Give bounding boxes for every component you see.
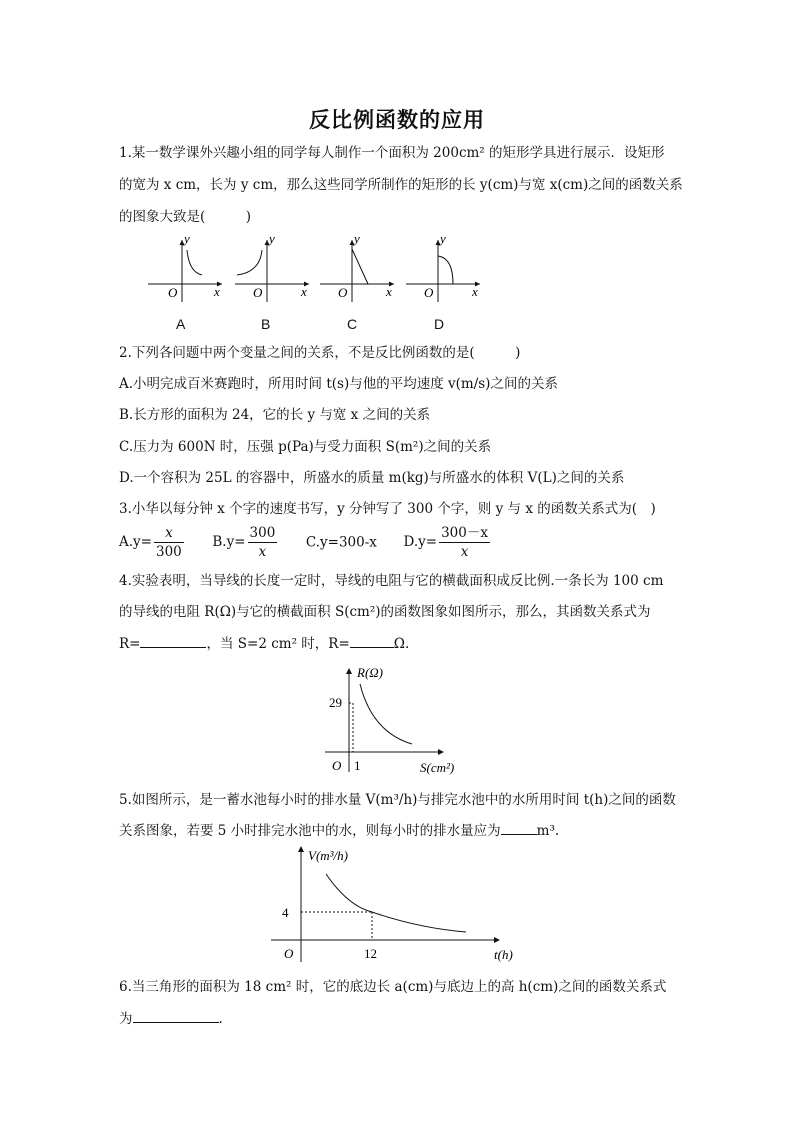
q2-option-b: B.长方形的面积为 24，它的长 y 与宽 x 之间的关系 — [119, 407, 431, 423]
q1-line-3: 的图象大致是( ) — [119, 209, 252, 225]
q4-r-prefix: R= — [119, 636, 141, 652]
q4-line-2: 的导线的电阻 R(Ω)与它的横截面积 S(cm²)的函数图象如图所示，那么，其函数关系式为 — [119, 604, 651, 620]
page-title: 反比例函数的应用 — [309, 107, 485, 132]
q4-curve — [360, 684, 412, 744]
graph-d — [406, 231, 480, 302]
q4-function-blank[interactable] — [140, 633, 206, 648]
q4-y-tick: 29 — [329, 695, 342, 710]
q5-y-axis-label: V(m³/h) — [308, 848, 348, 863]
graph-d-origin: O — [424, 285, 434, 300]
q3-option-c: C.y=300-x — [305, 534, 377, 551]
q6-period: . — [218, 1011, 223, 1027]
graph-b-x-label: x — [301, 284, 307, 299]
q3-option-b-denominator: x — [258, 544, 267, 560]
q5-curve — [326, 874, 466, 932]
q3-option-a-fraction — [154, 524, 184, 561]
graph-label-c: C — [347, 316, 358, 332]
graph-c-y-label: y — [354, 231, 360, 246]
q3-option-d-numerator: 300－x — [441, 525, 488, 541]
q3-option-a-prefix: A.y= — [119, 534, 152, 550]
q4-line-1: 4.实验表明，当导线的长度一定时，导线的电阻与它的横截面积成反比例.一条长为 100 cm — [119, 573, 664, 589]
graph-a-curve — [187, 250, 202, 275]
graph-c-line — [352, 249, 368, 284]
q1-line-1: 1.某一数学课外兴趣小组的同学每人制作一个面积为 200cm² 的矩形学具进行展示．设矩形 — [119, 145, 665, 161]
q2-stem: 2.下列各问题中两个变量之间的关系，不是反比例函数的是( ) — [119, 345, 521, 361]
q5-answer-blank[interactable] — [501, 820, 537, 835]
graph-label-b: B — [261, 316, 271, 332]
graph-c-x-label: x — [386, 284, 392, 299]
q3-option-a-denominator: 300 — [155, 544, 182, 560]
graph-label-a: A — [176, 316, 186, 332]
q4-value-blank[interactable] — [350, 633, 394, 648]
q5-y-tick: 4 — [282, 905, 289, 920]
q4-x-tick: 1 — [354, 758, 361, 773]
q6-line-2 — [119, 1008, 223, 1029]
q5-x-axis-label: t(h) — [494, 947, 513, 962]
q6-prefix: 为 — [119, 1011, 133, 1027]
q2-option-c: C.压力为 600N 时，压强 p(Pa)与受力面积 S(m²)之间的关系 — [119, 439, 492, 455]
graph-d-x-label: x — [472, 284, 478, 299]
q4-origin: O — [332, 758, 342, 773]
graph-b-curve — [237, 250, 262, 275]
q4-line-3 — [119, 633, 409, 654]
graph-b-origin: O — [253, 285, 263, 300]
graph-b — [235, 231, 309, 302]
graph-c — [320, 231, 394, 302]
q1-graphs — [140, 228, 490, 308]
q4-unit: Ω. — [393, 636, 410, 652]
q5-text: 关系图象，若要 5 小时排完水池中的水，则每小时的排水量应为 — [119, 823, 501, 839]
q3-option-b-numerator: 300 — [249, 525, 276, 541]
q4-mid-text: ，当 S=2 cm² 时，R= — [206, 636, 350, 652]
graph-d-y-label: y — [440, 231, 446, 246]
graph-a-origin: O — [168, 285, 178, 300]
graph-a-y-label: y — [184, 231, 190, 246]
q5-x-tick: 12 — [364, 946, 377, 961]
graph-d-curve — [438, 256, 453, 284]
graph-c-origin: O — [338, 285, 348, 300]
q3-option-a-numerator: x — [154, 524, 184, 543]
q3-option-b-prefix: B.y= — [212, 534, 246, 550]
q3-options — [119, 524, 492, 561]
graph-a — [148, 231, 222, 302]
graph-b-y-label: y — [269, 231, 275, 246]
q4-y-axis-label: R(Ω) — [357, 665, 383, 680]
q5-graph — [268, 840, 528, 965]
graph-label-d: D — [434, 316, 445, 332]
q3-stem: 3.小华以每分钟 x 个字的速度书写，y 分钟写了 300 个字，则 y 与 x 的函数关系式为( ) — [119, 501, 656, 517]
q4-graph — [322, 660, 472, 780]
q5-unit: m³. — [536, 823, 560, 839]
q3-option-d-prefix: D.y= — [403, 534, 438, 550]
q1-line-2: 的宽为 x cm，长为 y cm，那么这些同学所制作的矩形的长 y(cm)与宽 x(cm)之间的函数关系 — [119, 177, 683, 193]
q5-origin: O — [284, 946, 294, 961]
q5-line-1: 5.如图所示，是一蓄水池每小时的排水量 V(m³/h)与排完水池中的水所用时间 t(h)之间的函数 — [119, 792, 676, 808]
graph-a-x-label: x — [214, 284, 220, 299]
q2-option-a: A.小明完成百米赛跑时，所用时间 t(s)与他的平均速度 v(m/s)之间的关系 — [119, 376, 558, 392]
q3-option-d-fraction — [439, 524, 490, 561]
q5-line-2 — [119, 820, 559, 841]
q3-option-d-denominator: x — [460, 544, 469, 560]
q6-line-1: 6.当三角形的面积为 18 cm² 时，它的底边长 a(cm)与底边上的高 h(cm)之间的函数关系式 — [119, 979, 667, 995]
q6-answer-blank[interactable] — [133, 1008, 219, 1023]
q4-x-axis-label: S(cm²) — [420, 760, 455, 775]
q2-option-d: D.一个容积为 25L 的容器中，所盛水的质量 m(kg)与所盛水的体积 V(L)之间的关系 — [119, 470, 625, 486]
q3-option-b-fraction — [248, 524, 278, 561]
